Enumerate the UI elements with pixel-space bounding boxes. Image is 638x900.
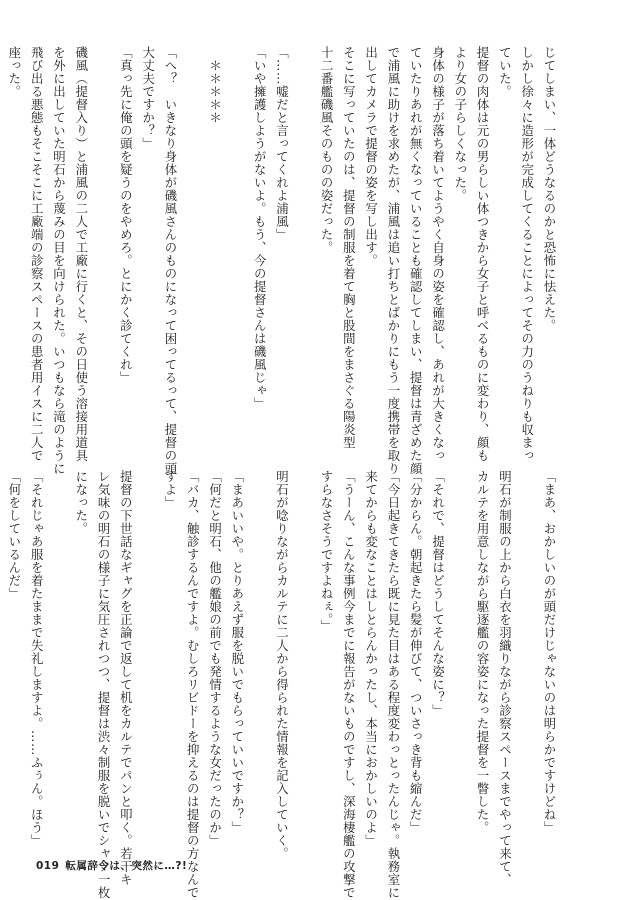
text-line: 座った。 xyxy=(6,46,22,98)
text-line: 明石が制服の上から白衣を羽織りながら診察スペースまでやって来て、 xyxy=(497,470,513,886)
text-line: 「いや擁護しようがないよ。もう、今の提督さんは磯風じゃ」 xyxy=(252,46,268,410)
text-line: 明石が唸りながらカルテに二人から得られた情報を記入していく。 xyxy=(274,470,290,860)
page-footer xyxy=(36,858,187,873)
text-line: になった。 xyxy=(73,470,89,535)
text-line: 「それじゃあ服を着たままで失礼しますよ。……ふぅん。ほう」 xyxy=(29,470,45,847)
text-line: より女の子らしくなった。 xyxy=(452,46,468,202)
text-line: 「バカ、触診するんですよ。むしろリビドーを抑えるのは提督の方なんで xyxy=(185,470,201,899)
text-line: しかし徐々に造形が完成してくることによってその力のうねりも収まっ xyxy=(519,46,535,462)
text-line: 「今日起きてきたら既に見た目はある程度変わっとったんじゃ。執務室に xyxy=(385,470,401,899)
text-line: 「……嘘だと言ってくれよ浦風」 xyxy=(274,46,290,241)
text-line: 提督の下世話なギャグを正論で返して机をカルテでパンと叩く。若干キ xyxy=(118,470,134,886)
text-line: 「まあいいや。とりあえず服を脱いでもらっていいですか？」 xyxy=(229,470,245,834)
text-line: 「何だと明石、他の艦娘の前でも発情するような女だったのか」 xyxy=(207,470,223,847)
text-line: 磯風（提督入り）と浦風の二人で工廠に行くと、その日使う溶接用道具 xyxy=(73,46,89,462)
text-line: すらなさそうですよねぇ。」 xyxy=(319,470,335,633)
text-line: 「うーん、こんな事例今までに報告がないものですし、深海棲艦の攻撃で xyxy=(341,470,357,899)
text-line xyxy=(449,470,471,850)
text-line xyxy=(248,470,270,850)
text-line: 提督の肉体は元の男らしい体つきから女子と呼べるものに変わり、顔も xyxy=(475,46,491,462)
text-line xyxy=(47,470,69,850)
text-line xyxy=(181,46,203,454)
text-line: レ気味の明石の様子に気圧されつつ、提督は渋々制服を脱いでシャツ一枚 xyxy=(96,470,112,899)
text-line: カルテを用意しながら駆逐艦の容姿になった提督を一瞥した。 xyxy=(475,470,491,834)
text-line: で浦風に助けを求めたが、浦風は追い打ちとばかりにもう一度携帯を取り xyxy=(385,46,401,475)
text-line: 「へ？ いきなり身体が磯風さんのものになって困ってるって、提督の頭 xyxy=(162,46,178,475)
text-line: ＊＊＊＊＊ xyxy=(207,46,223,124)
text-line: 来てからも変なことはしとらんかったし、本当におかしいのよ」 xyxy=(363,470,379,847)
text-line xyxy=(136,470,158,850)
text-line: ていたりあれが無くなっていることも確認してしまい、提督は青ざめた顔 xyxy=(408,46,424,475)
text-line: すよ」 xyxy=(162,470,178,509)
text-line: 「分からん。朝起きたら髪が伸びて、ついさっき背も縮んだ」 xyxy=(408,470,424,834)
text-line xyxy=(292,46,314,454)
text-line: 大丈夫ですか？」 xyxy=(140,46,156,150)
text-line xyxy=(515,470,537,850)
text-line: を外に出していた明石から蔑みの目を向けられた。いつもなら滝のように xyxy=(51,46,67,475)
text-line: ていた。 xyxy=(497,46,513,98)
text-line: じてしまい、一体どうなるのかと恐怖に怯えた。 xyxy=(542,46,557,332)
page-number: 019 xyxy=(36,860,60,872)
text-line xyxy=(292,470,314,850)
upper-text-block xyxy=(6,46,560,475)
text-line: 出してカメラで提督の姿を写し出す。 xyxy=(363,46,379,267)
text-line xyxy=(92,46,114,454)
text-line: 「まあ、おかしいのが頭だけじゃないのは明らかですけどね」 xyxy=(542,470,557,834)
book-title: 転属辞令は、突然に…?! xyxy=(65,860,188,872)
text-line: 「真っ先に俺の頭を疑うのをやめろ。とにかく診てくれ」 xyxy=(118,46,134,384)
text-line xyxy=(226,46,248,454)
text-line: 「何をしているんだ」 xyxy=(6,470,22,600)
text-line: そこに写っていたのは、提督の制服を着て胸と股間をまさぐる陽炎型 xyxy=(341,46,357,449)
text-line: 十二番艦磯風そのものの姿だった。 xyxy=(319,46,335,254)
text-line: 身体の様子が落ち着いてようやく自身の姿を確認し、あれが大きくなっ xyxy=(430,46,446,462)
text-line: 飛び出る悪態もそこそこに工廠端の診察スペースの患者用イスに二人で xyxy=(29,46,45,462)
text-line: 「それで、提督はどうしてそんな姿に？」 xyxy=(430,470,446,717)
